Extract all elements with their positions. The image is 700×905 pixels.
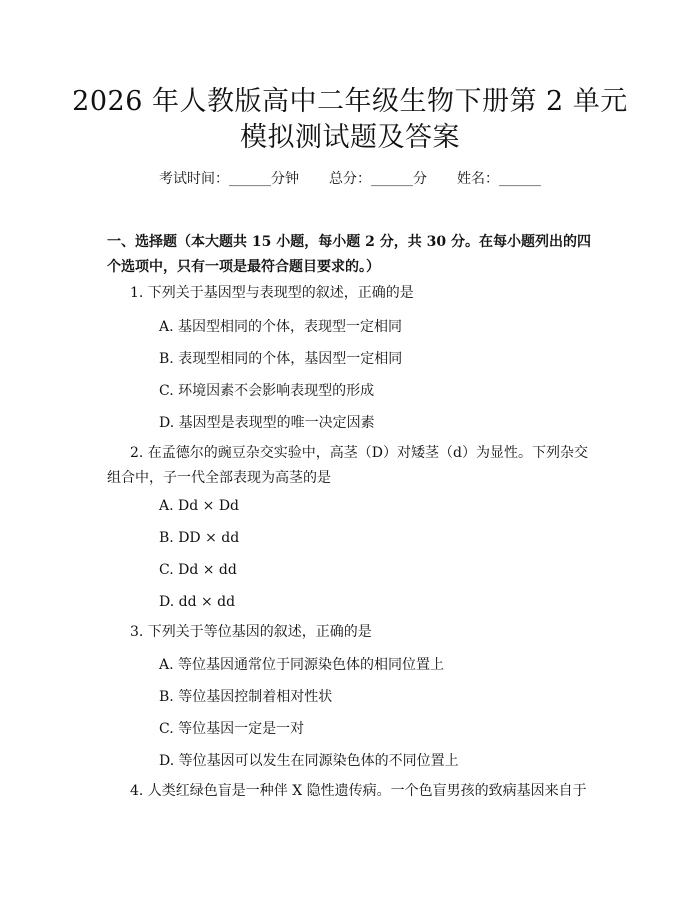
- question-3-option-b: B. 等位基因控制着相对性状: [159, 689, 333, 705]
- question-1-stem: 1. 下列关于基因型与表现型的叙述，正确的是: [130, 285, 414, 301]
- question-3-option-d: D. 等位基因可以发生在同源染色体的不同位置上: [159, 753, 459, 769]
- total-score-field: 总分：______分: [329, 171, 427, 187]
- section-heading-choice: 一、选择题（本大题共 15 小题，每小题 2 分，共 30 分。在每小题列出的四个选项中，只有一项是最符合题目要求的。）: [107, 234, 591, 275]
- question-2-stem: 2. 在孟德尔的豌豆杂交实验中，高茎（D）对矮茎（d）为显性。下列杂交组合中，子一代全部表现为高茎的是: [107, 445, 588, 486]
- document-title-line-1: 2026 年人教版高中二年级生物下册第 2 单元: [72, 86, 628, 117]
- question-4-stem: 4. 人类红绿色盲是一种伴 X 隐性遗传病。一个色盲男孩的致病基因来自于: [130, 783, 587, 799]
- question-3-stem: 3. 下列关于等位基因的叙述，正确的是: [130, 624, 372, 640]
- document-title-line-2: 模拟测试题及答案: [240, 122, 460, 153]
- question-2-option-b: B. DD × dd: [159, 530, 240, 546]
- question-3-option-a: A. 等位基因通常位于同源染色体的相同位置上: [159, 657, 445, 673]
- question-1-option-b: B. 表现型相同的个体，基因型一定相同: [159, 351, 403, 367]
- question-2-option-d: D. dd × dd: [159, 594, 236, 610]
- question-3-option-c: C. 等位基因一定是一对: [159, 721, 305, 737]
- student-name-field: 姓名：______: [457, 171, 541, 187]
- exam-time-field: 考试时间：______分钟: [159, 171, 299, 187]
- exam-info-row: [0, 170, 700, 188]
- question-2-option-a: A. Dd × Dd: [159, 498, 240, 514]
- question-1-option-a: A. 基因型相同的个体，表现型一定相同: [159, 319, 403, 335]
- question-1-option-d: D. 基因型是表现型的唯一决定因素: [159, 415, 375, 431]
- question-2-option-c: C. Dd × dd: [159, 562, 237, 578]
- question-1-option-c: C. 环境因素不会影响表现型的形成: [159, 383, 375, 399]
